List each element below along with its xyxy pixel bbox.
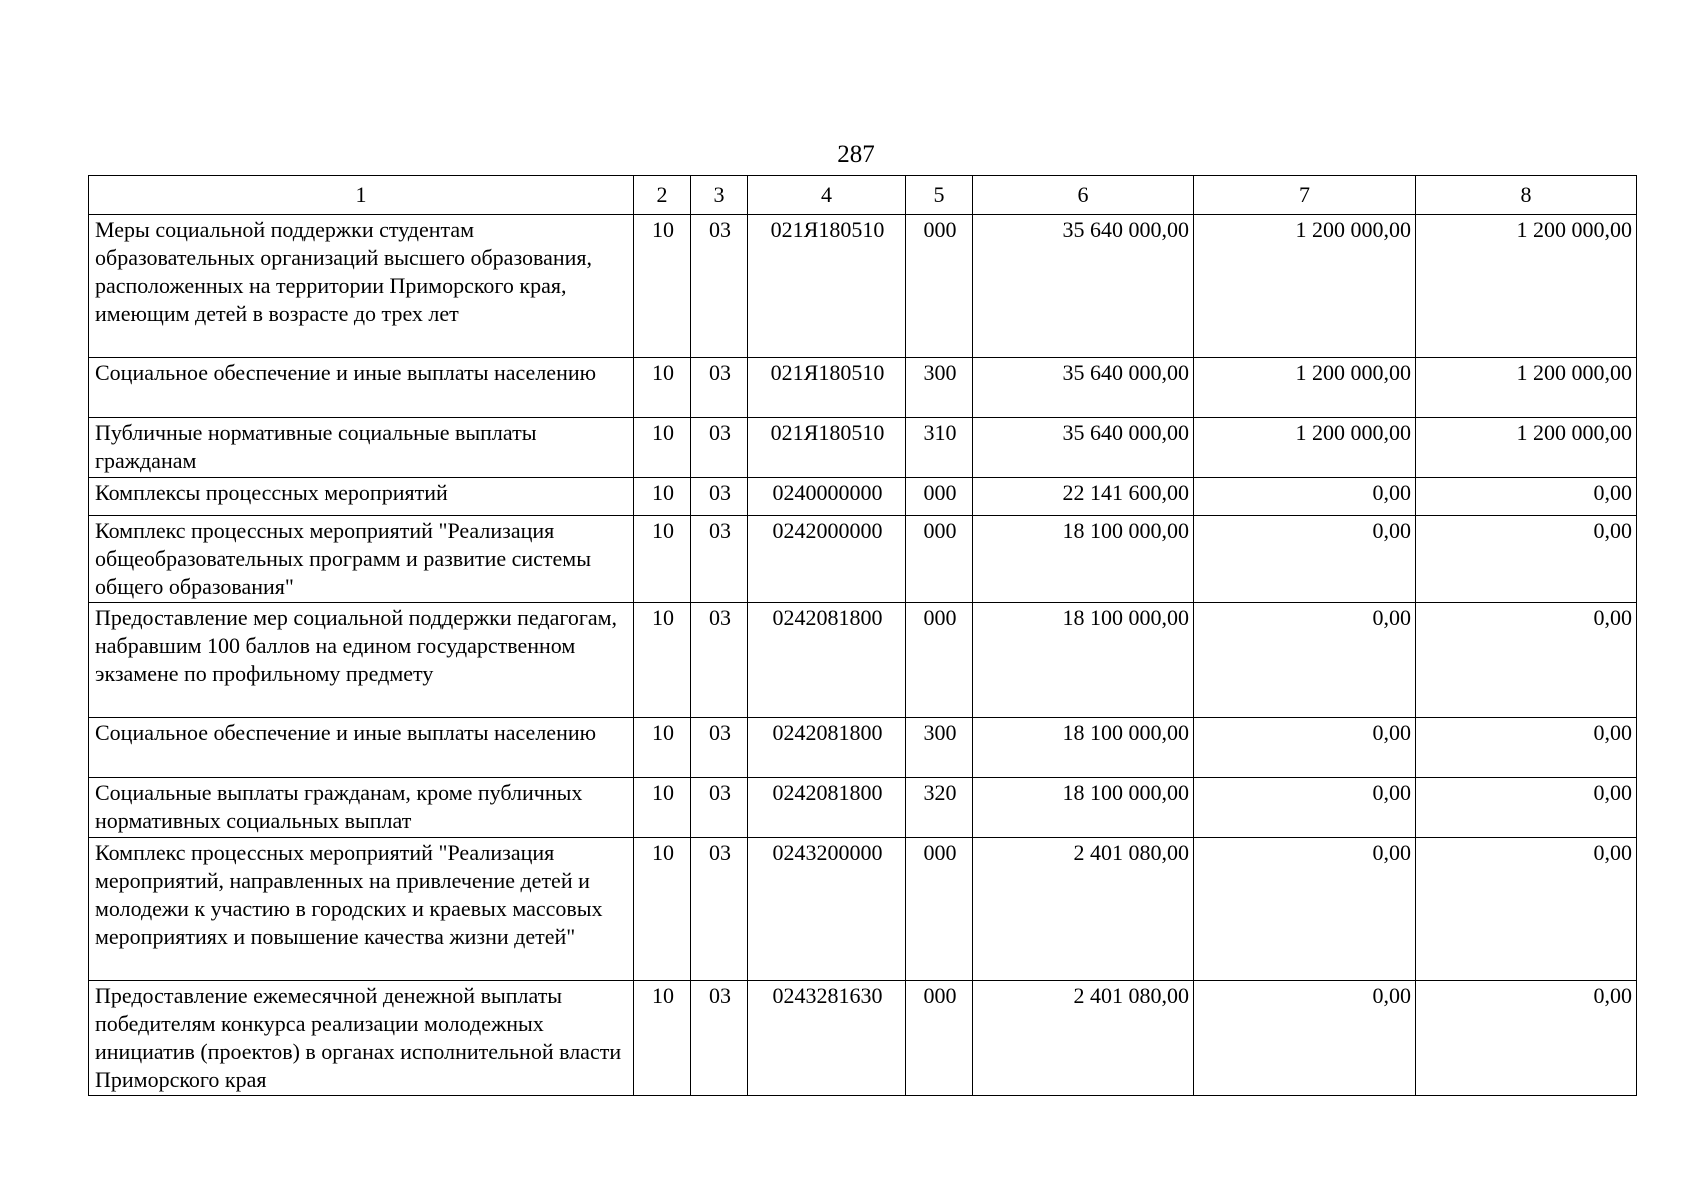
section-code: 10	[634, 838, 691, 981]
amount-col-8: 0,00	[1416, 981, 1637, 1096]
column-header: 6	[973, 176, 1194, 215]
section-code: 10	[634, 215, 691, 358]
amount-col-8: 0,00	[1416, 516, 1637, 603]
subsection-code: 03	[691, 418, 748, 478]
expense-type-code: 300	[906, 358, 973, 418]
section-code: 10	[634, 418, 691, 478]
table-row	[89, 718, 1637, 778]
amount-col-6: 2 401 080,00	[973, 981, 1194, 1096]
item-name: Социальное обеспечение и иные выплаты населению	[89, 358, 634, 418]
subsection-code: 03	[691, 358, 748, 418]
column-header: 1	[89, 176, 634, 215]
amount-col-6: 35 640 000,00	[973, 358, 1194, 418]
target-article-code: 0240000000	[748, 478, 906, 516]
amount-col-6: 35 640 000,00	[973, 418, 1194, 478]
table-row	[89, 603, 1637, 718]
expense-type-code: 320	[906, 778, 973, 838]
amount-col-8: 0,00	[1416, 778, 1637, 838]
page-number: 287	[837, 141, 875, 168]
amount-col-7: 0,00	[1194, 718, 1416, 778]
column-header: 3	[691, 176, 748, 215]
amount-col-8: 0,00	[1416, 603, 1637, 718]
amount-col-8: 1 200 000,00	[1416, 358, 1637, 418]
item-name: Социальные выплаты гражданам, кроме публичных нормативных социальных выплат	[89, 778, 634, 838]
target-article-code: 0242081800	[748, 603, 906, 718]
expense-type-code: 310	[906, 418, 973, 478]
amount-col-7: 0,00	[1194, 778, 1416, 838]
target-article-code: 0242081800	[748, 718, 906, 778]
amount-col-7: 1 200 000,00	[1194, 215, 1416, 358]
amount-col-6: 18 100 000,00	[973, 516, 1194, 603]
table-row	[89, 215, 1637, 358]
item-name: Публичные нормативные социальные выплаты гражданам	[89, 418, 634, 478]
amount-col-8: 0,00	[1416, 478, 1637, 516]
item-name: Социальное обеспечение и иные выплаты населению	[89, 718, 634, 778]
item-name: Комплекс процессных мероприятий "Реализация мероприятий, направленных на привлечение детей и молодежи к участию в городских и краевых массовых мероприятиях и повышение качества жизни детей"	[89, 838, 634, 981]
column-header: 5	[906, 176, 973, 215]
target-article-code: 021Я180510	[748, 418, 906, 478]
target-article-code: 0242000000	[748, 516, 906, 603]
table-row	[89, 516, 1637, 603]
amount-col-7: 1 200 000,00	[1194, 358, 1416, 418]
expense-type-code: 000	[906, 215, 973, 358]
target-article-code: 0242081800	[748, 778, 906, 838]
item-name: Предоставление ежемесячной денежной выплаты победителям конкурса реализации молодежных инициатив (проектов) в органах исполнительной власти Приморского края	[89, 981, 634, 1096]
amount-col-6: 22 141 600,00	[973, 478, 1194, 516]
table-row	[89, 358, 1637, 418]
amount-col-7: 0,00	[1194, 981, 1416, 1096]
section-code: 10	[634, 516, 691, 603]
amount-col-6: 18 100 000,00	[973, 603, 1194, 718]
subsection-code: 03	[691, 215, 748, 358]
amount-col-6: 35 640 000,00	[973, 215, 1194, 358]
column-header: 8	[1416, 176, 1637, 215]
expense-type-code: 000	[906, 478, 973, 516]
expense-type-code: 300	[906, 718, 973, 778]
column-header: 4	[748, 176, 906, 215]
table-row	[89, 838, 1637, 981]
amount-col-8: 0,00	[1416, 838, 1637, 981]
table-row	[89, 418, 1637, 478]
column-header: 2	[634, 176, 691, 215]
subsection-code: 03	[691, 478, 748, 516]
header-row	[89, 176, 1637, 215]
item-name: Комплекс процессных мероприятий "Реализация общеобразовательных программ и развитие системы общего образования"	[89, 516, 634, 603]
subsection-code: 03	[691, 838, 748, 981]
subsection-code: 03	[691, 718, 748, 778]
section-code: 10	[634, 981, 691, 1096]
subsection-code: 03	[691, 603, 748, 718]
column-header: 7	[1194, 176, 1416, 215]
section-code: 10	[634, 778, 691, 838]
section-code: 10	[634, 603, 691, 718]
expense-type-code: 000	[906, 981, 973, 1096]
expense-type-code: 000	[906, 603, 973, 718]
section-code: 10	[634, 478, 691, 516]
amount-col-7: 1 200 000,00	[1194, 418, 1416, 478]
table-row	[89, 778, 1637, 838]
amount-col-7: 0,00	[1194, 838, 1416, 981]
expense-type-code: 000	[906, 516, 973, 603]
target-article-code: 021Я180510	[748, 358, 906, 418]
budget-table	[88, 175, 1637, 1096]
item-name: Предоставление мер социальной поддержки педагогам, набравшим 100 баллов на едином государственном экзамене по профильному предмету	[89, 603, 634, 718]
target-article-code: 0243200000	[748, 838, 906, 981]
section-code: 10	[634, 358, 691, 418]
subsection-code: 03	[691, 778, 748, 838]
amount-col-8: 1 200 000,00	[1416, 418, 1637, 478]
subsection-code: 03	[691, 516, 748, 603]
amount-col-6: 18 100 000,00	[973, 718, 1194, 778]
section-code: 10	[634, 718, 691, 778]
amount-col-8: 1 200 000,00	[1416, 215, 1637, 358]
table-row	[89, 478, 1637, 516]
amount-col-8: 0,00	[1416, 718, 1637, 778]
amount-col-7: 0,00	[1194, 478, 1416, 516]
amount-col-7: 0,00	[1194, 516, 1416, 603]
target-article-code: 0243281630	[748, 981, 906, 1096]
amount-col-6: 18 100 000,00	[973, 778, 1194, 838]
amount-col-7: 0,00	[1194, 603, 1416, 718]
table-row	[89, 981, 1637, 1096]
subsection-code: 03	[691, 981, 748, 1096]
expense-type-code: 000	[906, 838, 973, 981]
item-name: Меры социальной поддержки студентам образовательных организаций высшего образования, расположенных на территории Приморского края, имеющим детей в возрасте до трех лет	[89, 215, 634, 358]
amount-col-6: 2 401 080,00	[973, 838, 1194, 981]
item-name: Комплексы процессных мероприятий	[89, 478, 634, 516]
target-article-code: 021Я180510	[748, 215, 906, 358]
